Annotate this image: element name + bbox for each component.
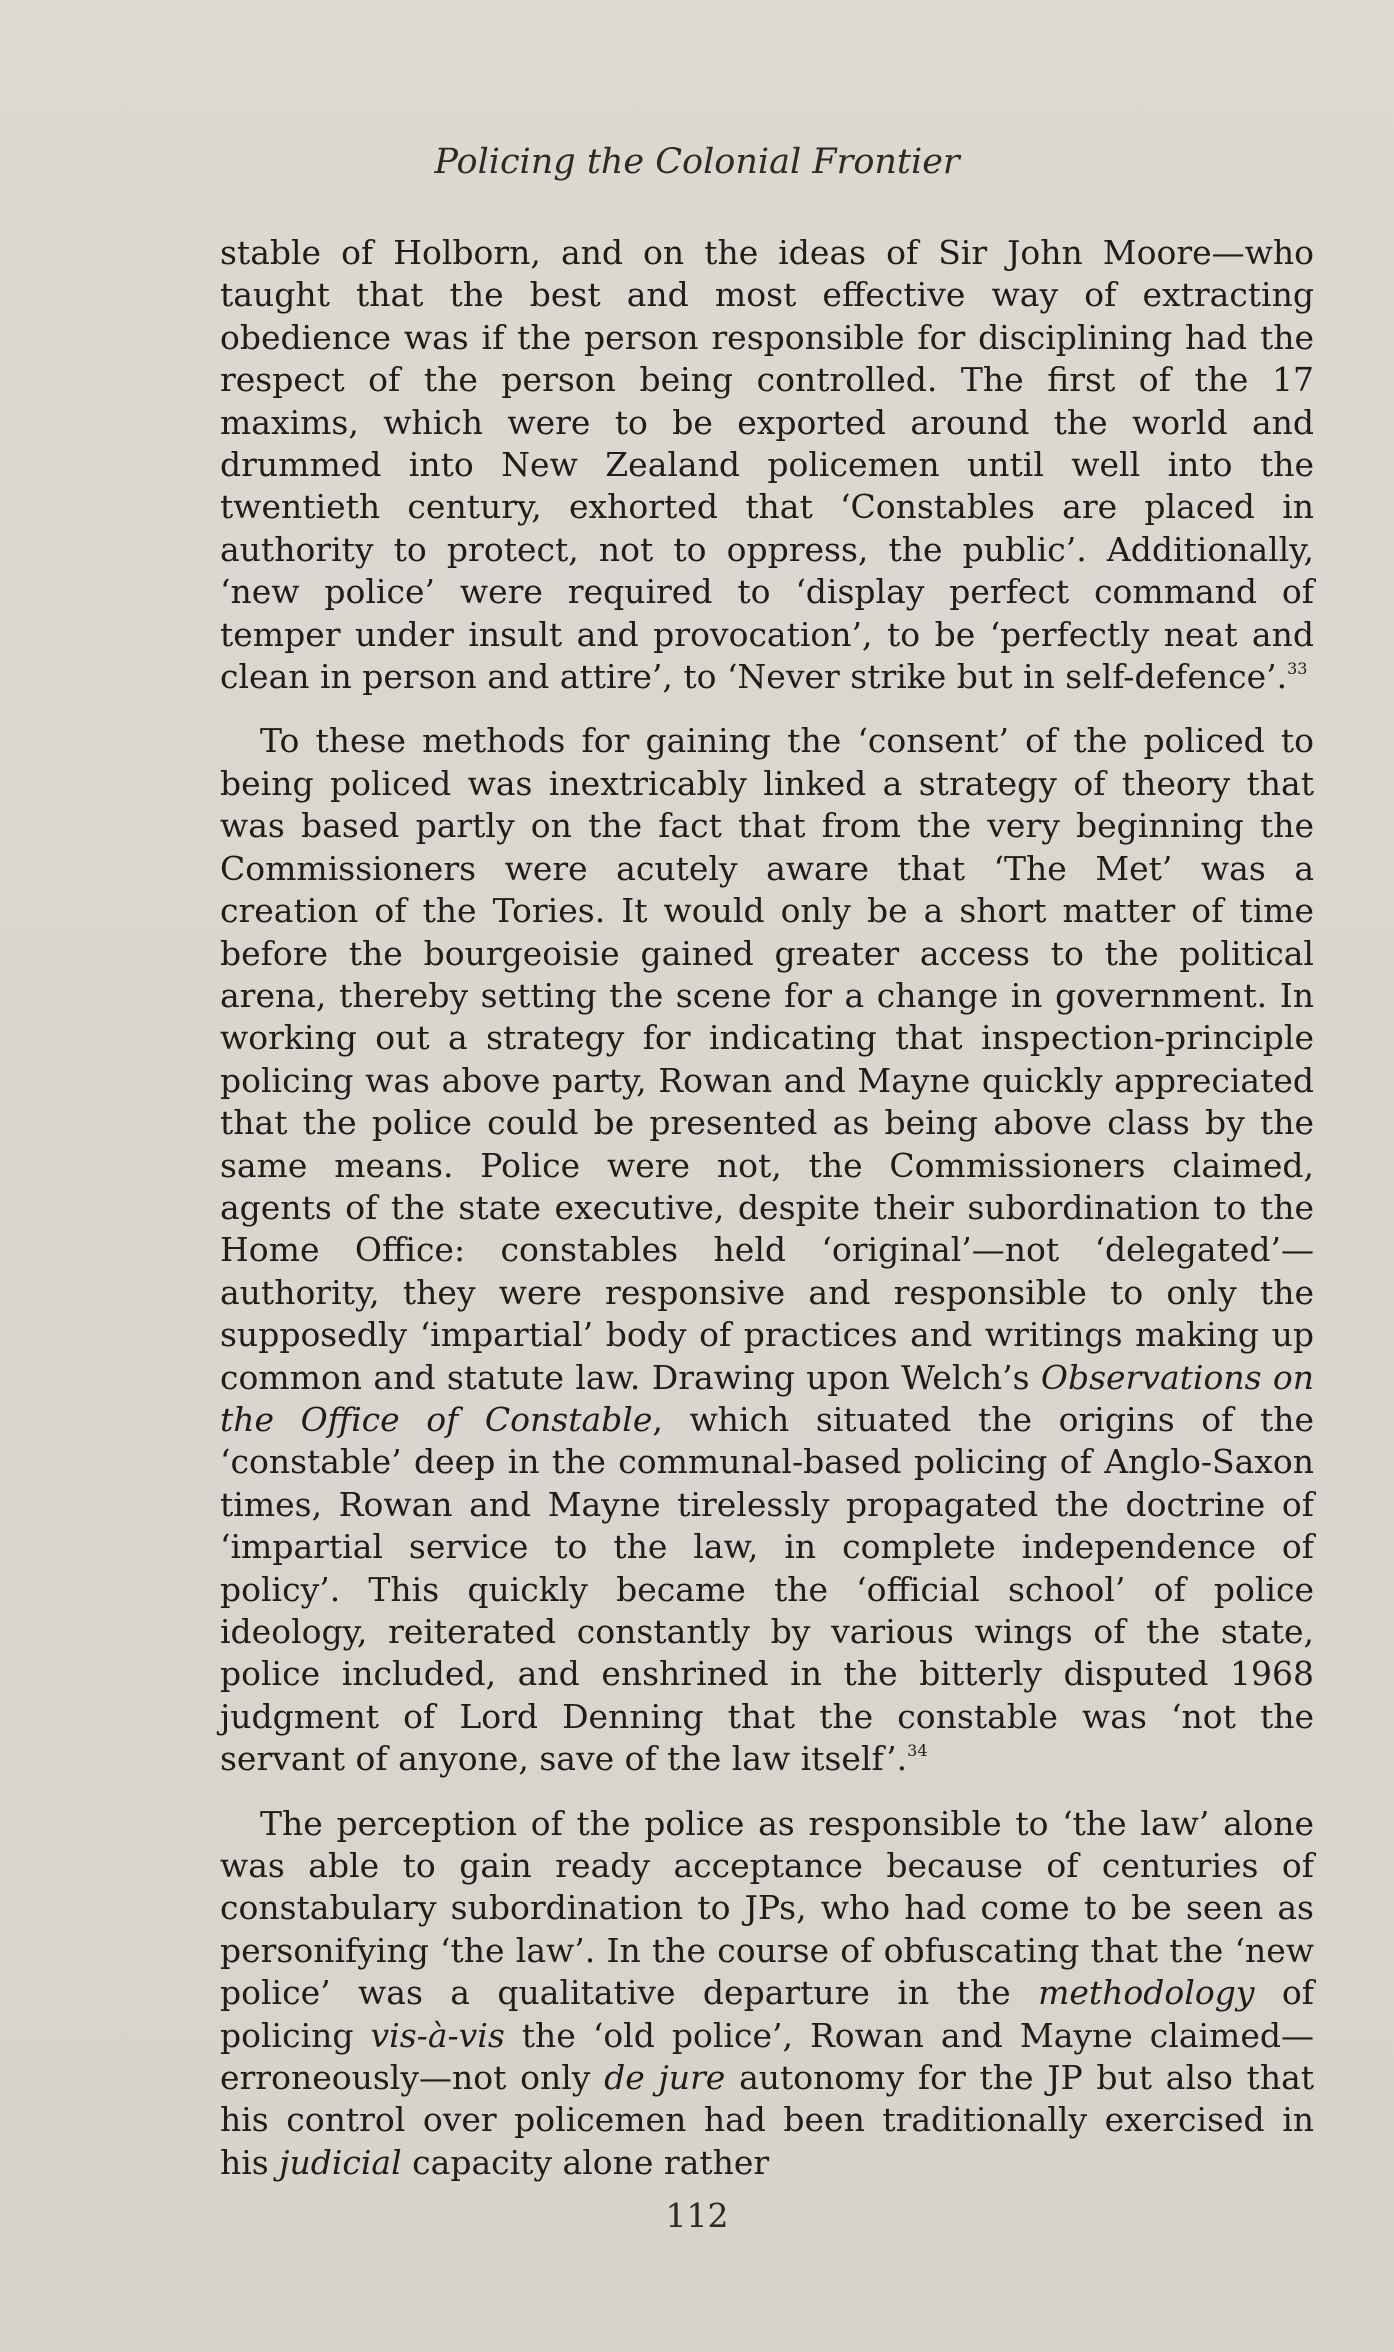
emphasis-text: vis-à-vis [370,2015,505,2055]
paragraph-text: , which situated the origins of the ‘constable’ deep in the communal-based policing of Anglo-Saxon times, Rowan and Mayne tirelessly propagated the doctrine of ‘impartial service to the law, in complete independence of policy’. This quickly became the ‘official school’ of police ideology, reiterated constantly by various wings of the state, police included, and enshrined in the bitterly disputed 1968 judgment of Lord Denning that the constable was ‘not the servant of anyone, save of the law itself’. [220,1399,1315,1779]
footnote-marker-33: 33 [1287,659,1308,679]
book-title: Observations on the Office of Constable [220,1357,1314,1439]
paragraph-1 [220,232,1314,698]
paragraph-text: autonomy for the JP but also that his control over policemen had been traditionally exercised in his [220,2058,1315,2182]
emphasis-text: judicial [279,2142,402,2182]
paragraph-text: stable of Holborn, and on the ideas of Sir John Moore—who taught that the best and most effective way of extracting obedience was if the person responsible for disciplining had the respect of the person being controlled. The first of the 17 maxims, which were to be exported around the world and drummed into New Zealand policemen until well into the twentieth century, exhorted that ‘Constables are placed in authority to protect, not to oppress, the public’. Additionally, ‘new police’ were required to ‘display perfect command of temper under insult and provocation’, to be ‘perfectly neat and clean in person and attire’, to ‘Never strike but in self-defence’. [220,233,1314,697]
paragraph-3 [220,1803,1314,2185]
paragraph-text: of policing [220,1973,1314,2055]
emphasis-text: de jure [604,2058,726,2098]
paragraph-2 [220,720,1314,1780]
page-number: 112 [665,2196,729,2235]
paragraph-text: the ‘old police’, Rowan and Mayne claimed—erroneously—not only [220,2015,1315,2098]
paragraph-text: The perception of the police as responsible to ‘the law’ alone was able to gain ready acceptance because of centuries of constabulary subordination to JPs, who had come to be seen as personifying ‘the law’. In the course of obfuscating that the ‘new police’ was a qualitative departure in the [220,1803,1314,2013]
footnote-marker-34: 34 [907,1741,928,1761]
running-head: Policing the Colonial Frontier [434,142,960,182]
paragraph-text: To these methods for gaining the ‘consent’ of the policed to being policed was inextricably linked a strategy of theory that was based partly on the fact that from the very beginning the Commissioners were acutely aware that ‘The Met’ was a creation of the Tories. It would only be a short matter of time before the bourgeoisie gained greater access to the political arena, thereby setting the scene for a change in government. In working out a strategy for indicating that inspection-principle policing was above party, Rowan and Mayne quickly appreciated that the police could be presented as being above class by the same means. Police were not, the Commissioners claimed, agents of the state executive, despite their subordination to the Home Office: constables held ‘original’—not ‘delegated’—authority, they were responsive and responsible to only the supposedly ‘impartial’ body of practices and writings making up common and statute law. Drawing upon Welch’s [220,721,1314,1397]
emphasis-text: methodology [1038,1973,1255,2013]
paragraph-text: capacity alone rather [401,2142,770,2182]
body-text [220,232,1314,2184]
